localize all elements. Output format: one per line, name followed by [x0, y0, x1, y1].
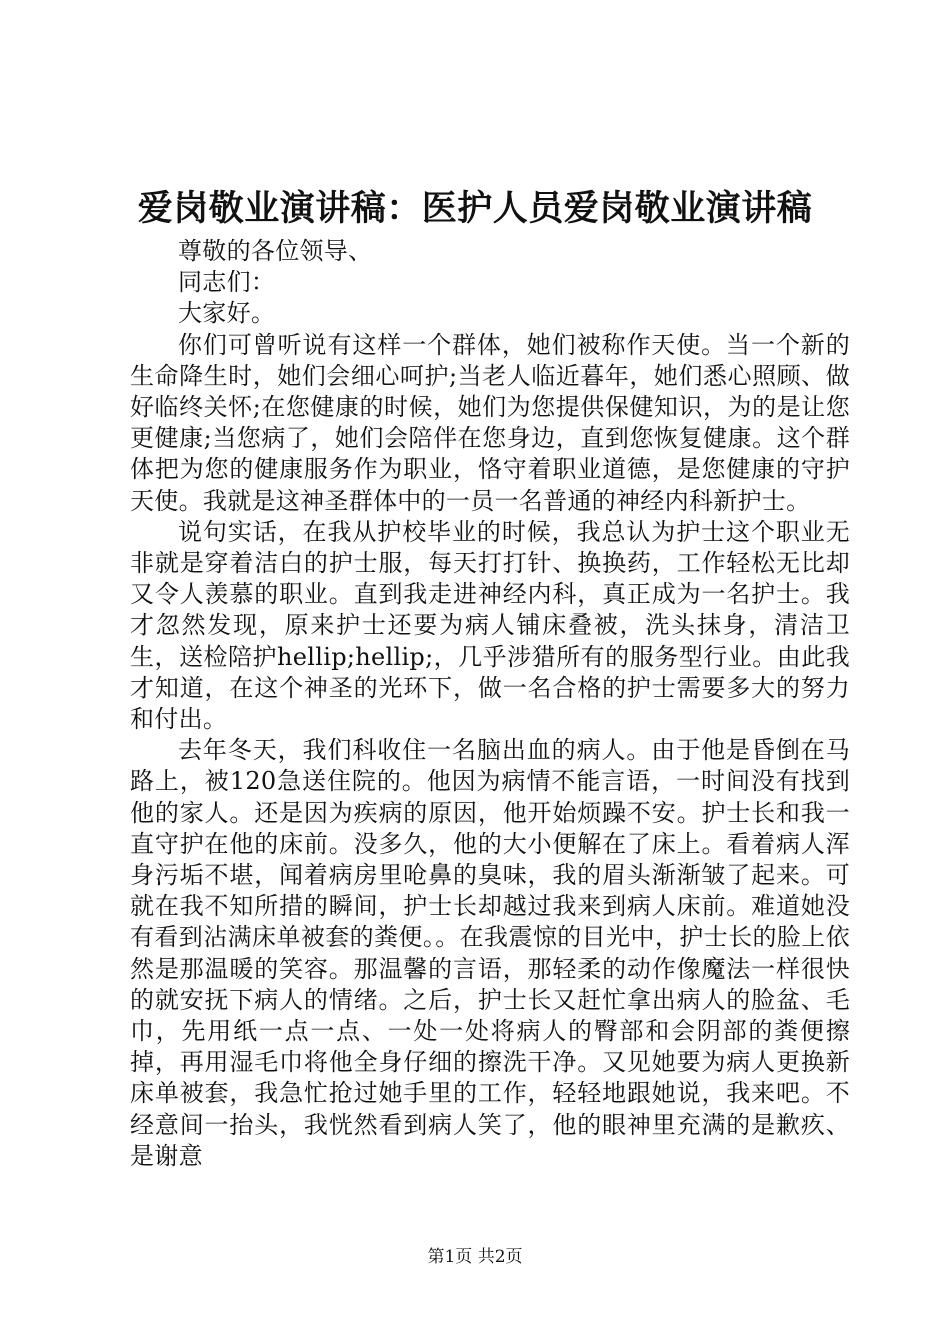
salutation-line-1: 尊敬的各位领导、: [178, 237, 373, 265]
salutation-line-2: 同志们：: [178, 268, 276, 297]
body-paragraph-3: 去年冬天，我们科收住一名脑出血的病人。由于他是昏倒在马路上，被120急送住院的。他因为病情不能言语，一时间没有找到他的家人。还是因为疾病的原因，他开始烦躁不安。护士长和我一直守护在他的床前。没多久，他的大小便解在了床上。看着病人浑身污垢不堪，闻着病房里呛鼻的臭味，我的眉头渐渐皱了起来。可就在我不知所措的瞬间，护士长却越过我来到病人床前。难道她没有看到沾满床单被套的粪便。。在我震惊的目光中，护士长的脸上依然是那温暖的笑容。那温馨的言语，那轻柔的动作像魔法一样很快的就安抚下病人的情绪。之后，护士长又赶忙拿出病人的脸盆、毛巾，先用纸一点一点、一处一处将病人的臀部和会阴部的粪便擦掉，再用湿毛巾将他全身仔细的擦洗干净。又见她要为病人更换新床单被套，我急忙抢过她手里的工作，轻轻地跟她说，我来吧。不经意间一抬头，我恍然看到病人笑了，他的眼神里充满的是歉疚、是谢意: [130, 736, 850, 1170]
document-body: [130, 236, 850, 1172]
document-title: 爱岗敬业演讲稿：医护人员爱岗敬业演讲稿: [137, 188, 813, 229]
greeting-line: 大家好。: [178, 299, 276, 328]
body-paragraph-2: 说句实话，在我从护校毕业的时候，我总认为护士这个职业无非就是穿着洁白的护士服，每天打打针、换换药，工作轻松无比却又令人羡慕的职业。直到我走进神经内科，真正成为一名护士。我才忽然发现，原来护士还要为病人铺床叠被，洗头抹身，清洁卫生，送检陪护hellip;hellip;，几乎涉猎所有的服务型行业。由此我才知道，在这个神圣的光环下，做一名合格的护士需要多大的努力和付出。: [130, 517, 850, 734]
body-paragraph-1: 你们可曾听说有这样一个群体，她们被称作天使。当一个新的生命降生时，她们会细心呵护;当老人临近暮年，她们悉心照顾、做好临终关怀;在您健康的时候，她们为您提供保健知识，为的是让您更健康;当您病了，她们会陪伴在您身边，直到您恢复健康。这个群体把为您的健康服务作为职业，恪守着职业道德，是您健康的守护天使。我就是这神圣群体中的一员一名普通的神经内科新护士。: [130, 330, 850, 515]
page-number-footer: 第1页 共2页: [427, 1247, 523, 1267]
